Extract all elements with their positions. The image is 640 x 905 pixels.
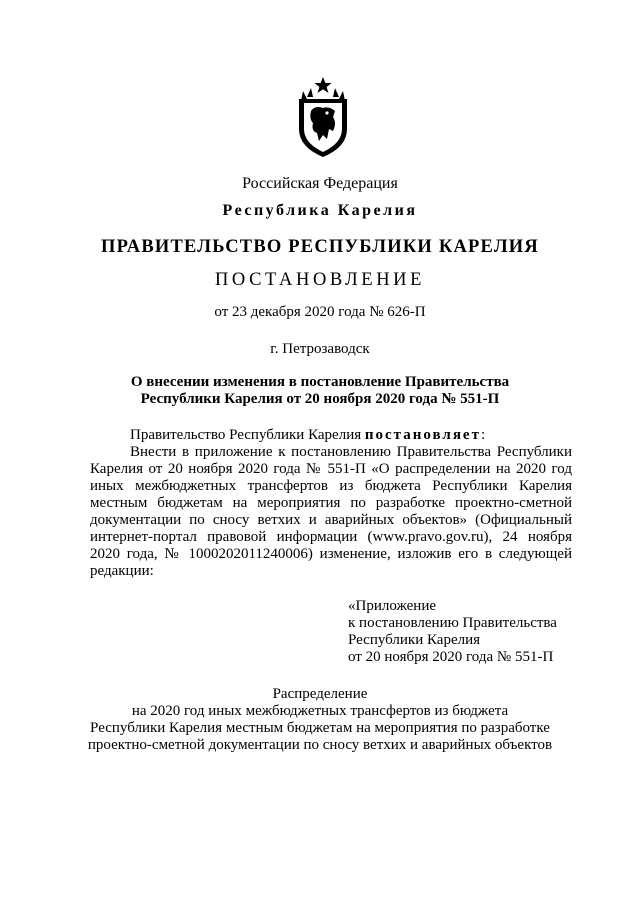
distribution-line-3: проектно-сметной документации по сносу ветхих и аварийных объектов bbox=[87, 737, 553, 753]
resolution-intro-start: Правительство Республики Карелия bbox=[130, 427, 365, 443]
subject-line-2: Республики Карелия от 20 ноября 2020 года № 551-П bbox=[140, 391, 500, 407]
subject-line-1: О внесении изменения в постановление Правительства bbox=[130, 374, 510, 390]
resolution-intro-end: : bbox=[480, 427, 486, 443]
government-title: ПРАВИТЕЛЬСТВО РЕСПУБЛИКИ КАРЕЛИЯ bbox=[101, 237, 539, 257]
document-type: ПОСТАНОВЛЕНИЕ bbox=[214, 270, 426, 290]
distribution-line-2: Республики Карелия местным бюджетам на мероприятия по разработке bbox=[90, 720, 550, 736]
distribution-block bbox=[0, 686, 640, 754]
appendix-line-3: Республики Карелия bbox=[348, 632, 481, 648]
resolution-intro-keyword: постановляет bbox=[364, 427, 481, 443]
appendix-line-2: к постановлению Правительства bbox=[348, 615, 557, 631]
decree-date: от 23 декабря 2020 года № 626-П bbox=[214, 304, 426, 320]
city-name: г. Петрозаводск bbox=[270, 341, 370, 357]
resolution-intro bbox=[90, 427, 572, 444]
appendix-line-1: «Приложение bbox=[348, 598, 437, 614]
distribution-title: Распределение bbox=[272, 686, 368, 702]
distribution-line-1: на 2020 год иных межбюджетных трансфертов из бюджета bbox=[131, 703, 509, 719]
resolution-paragraph: Внести в приложение к постановлению Правительства Республики Карелия от 20 ноября 2020 года № 551-П «О распределении на 2020 год иных межбюджетных трансфертов из бюджета Республики Карелия местным бюджетам на мероприятия по разработке проектно-сметной документации по сносу ветхих и аварийных объектов» (Официальный интернет-портал правовой информации (www.pravo.gov.ru), 24 ноября 2020 года, № 1000202011240006) изменение, изложив его в следующей редакции: bbox=[90, 444, 572, 579]
appendix-line-4: от 20 ноября 2020 года № 551-П bbox=[348, 649, 554, 665]
appendix-block bbox=[348, 598, 588, 666]
karelia-coat-of-arms-icon bbox=[293, 75, 353, 159]
federation-name: Российская Федерация bbox=[242, 175, 398, 192]
republic-name: Республика Карелия bbox=[222, 202, 418, 219]
